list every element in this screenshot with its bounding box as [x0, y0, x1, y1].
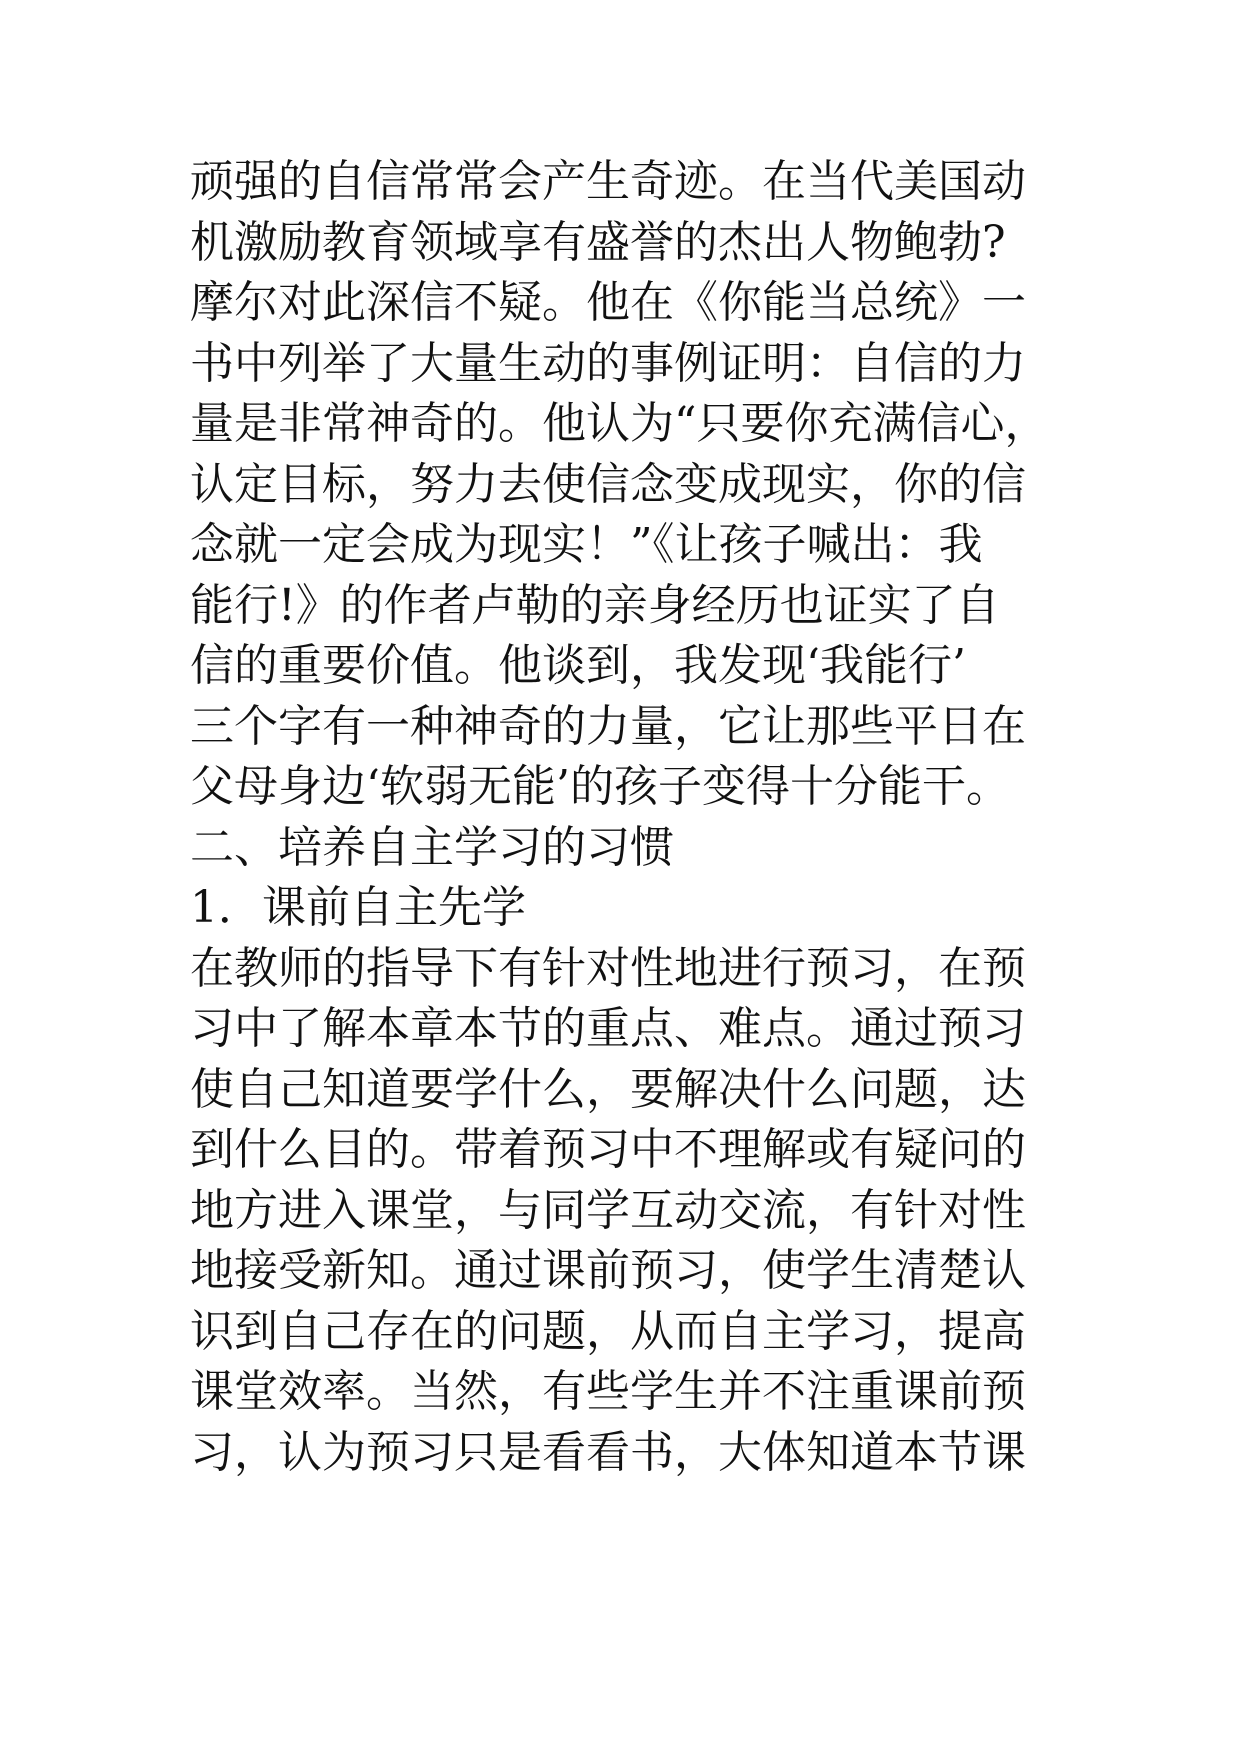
text-line: 摩尔对此深信不疑。他在《你能当总统》一 [190, 277, 1026, 328]
text-line: 能行!》的作者卢勒的亲身经历也证实了自 [190, 579, 1000, 631]
text-line: 三个字有一种神奇的力量，它让那些平日在 [190, 700, 1026, 752]
text-line: 使自己知道要学什么，要解决什么问题，达 [190, 1063, 1026, 1115]
text-line: 习，认为预习只是看看书，大体知道本节课 [190, 1426, 1026, 1478]
text-line: 念就一定会成为现实！”《让孩子喊出：我 [190, 519, 983, 570]
text-line: 量是非常神奇的。他认为“只要你充满信心， [190, 398, 1049, 449]
text-line: 信的重要价值。他谈到，我发现‘我能行’ [190, 640, 966, 691]
text-line: 认定目标，努力去使信念变成现实，你的信 [190, 458, 1026, 510]
body-text [190, 152, 1070, 1483]
text-line: 父母身边‘软弱无能’的孩子变得十分能干。 [190, 761, 1010, 812]
text-line: 在教师的指导下有针对性地进行预习，在预 [190, 942, 1026, 994]
text-line: 到什么目的。带着预习中不理解或有疑问的 [190, 1124, 1026, 1175]
text-line: 书中列举了大量生动的事例证明：自信的力 [190, 337, 1026, 389]
text-line: 顽强的自信常常会产生奇迹。在当代美国动 [190, 156, 1026, 207]
text-line: 地方进入课堂，与同学互动交流，有针对性 [190, 1184, 1026, 1236]
text-line: 习中了解本章本节的重点、难点。通过预习 [190, 1003, 1026, 1054]
text-line: 地接受新知。通过课前预习，使学生清楚认 [190, 1245, 1026, 1296]
text-line: 课堂效率。当然，有些学生并不注重课前预 [190, 1366, 1026, 1417]
section-heading: 二、培养自主学习的习惯 [190, 821, 674, 873]
text-line: 识到自己存在的问题，从而自主学习，提高 [190, 1305, 1026, 1357]
subsection-heading: 1．课前自主先学 [190, 882, 526, 933]
text-line: 机激励教育领域享有盛誉的杰出人物鲍勃? [190, 216, 1006, 268]
